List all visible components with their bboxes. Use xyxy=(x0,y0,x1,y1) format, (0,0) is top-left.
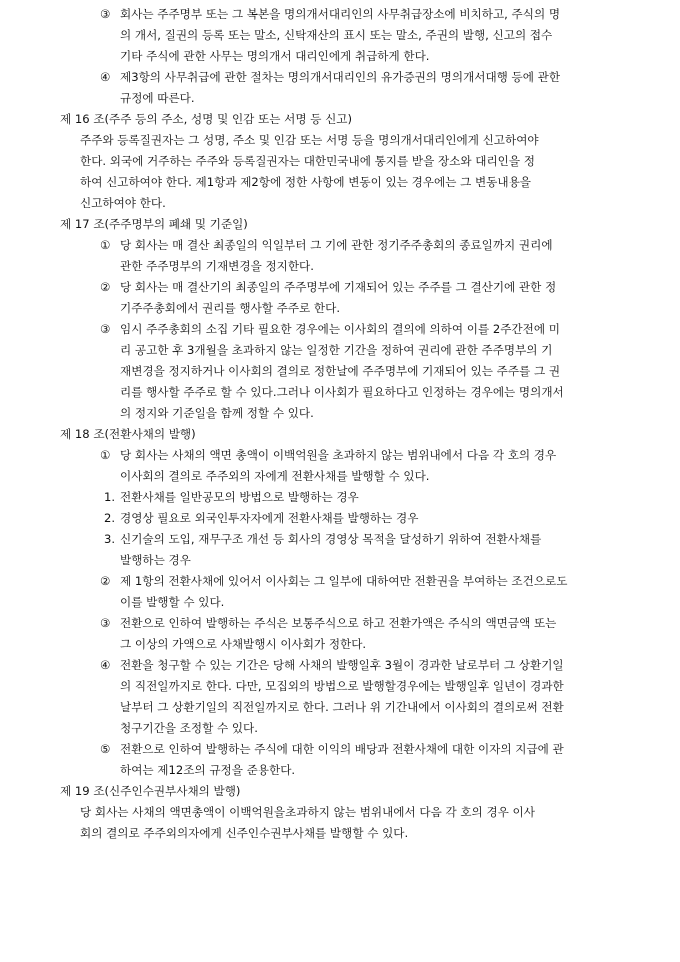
paragraph-line xyxy=(120,403,314,424)
paragraph-line xyxy=(120,676,564,697)
line-text: 제3항의 사무취급에 관한 절차는 명의개서대리인의 유가증권의 명의개서대행 등에 관한 xyxy=(120,70,561,84)
circled-number-marker: ④ xyxy=(100,70,111,84)
paragraph-line xyxy=(120,760,295,781)
paragraph-line xyxy=(120,298,340,319)
circled-number-marker: ④ xyxy=(100,658,111,672)
line-text: 회사는 주주명부 또는 그 복본을 명의개서대리인의 사무취급장소에 비치하고, 주식의 명 xyxy=(120,7,561,21)
line-text: 의 개서, 질권의 등록 또는 말소, 신탁재산의 표시 또는 말소, 주권의 발행, 신고의 접수 xyxy=(120,28,553,42)
paragraph-line xyxy=(100,67,560,88)
paragraph-line xyxy=(80,151,535,172)
circled-number-marker: ③ xyxy=(100,322,111,336)
line-text: 의 정지와 기준일을 함께 정할 수 있다. xyxy=(120,406,314,420)
paragraph-line xyxy=(100,277,556,298)
paragraph-line xyxy=(80,172,531,193)
item-number: 1. xyxy=(104,490,116,504)
line-text: 당 회사는 사채의 액면 총액이 이백억원을 초과하지 않는 범위내에서 다음 각 호의 경우 xyxy=(120,448,557,462)
paragraph-line xyxy=(120,550,191,571)
item-number: 3. xyxy=(104,532,116,546)
numbered-item xyxy=(104,487,359,508)
line-text: 회의 결의로 주주외의자에게 신주인수권부사채를 발행할 수 있다. xyxy=(80,826,409,840)
circled-number-marker: ② xyxy=(100,280,111,294)
line-text: 제 16 조(주주 등의 주소, 성명 및 인감 또는 서명 등 신고) xyxy=(60,112,353,126)
paragraph-line xyxy=(120,256,314,277)
line-text: 한다. 외국에 거주하는 주주와 등록질권자는 대한민국내에 통지를 받을 장소와 대리인을 정 xyxy=(80,154,535,168)
paragraph-line xyxy=(80,130,539,151)
article-heading xyxy=(60,214,248,235)
line-text: 하여는 제12조의 규정을 준용한다. xyxy=(120,763,296,777)
line-text: 규정에 따른다. xyxy=(120,91,195,105)
circled-number-marker: ⑤ xyxy=(100,742,111,756)
paragraph-line xyxy=(100,613,556,634)
paragraph-line xyxy=(120,88,195,109)
line-text: 제 18 조(전환사채의 발행) xyxy=(60,427,196,441)
paragraph-line xyxy=(80,823,408,844)
paragraph-line xyxy=(80,802,535,823)
numbered-item xyxy=(104,508,418,529)
line-text: 제 1항의 전환사채에 있어서 이사회는 그 일부에 대하여만 전환권을 부여하는 조건으로도 xyxy=(120,574,568,588)
paragraph-line xyxy=(80,193,166,214)
paragraph-line xyxy=(120,466,429,487)
paragraph-line xyxy=(100,4,560,25)
line-text: 의 직전일까지로 한다. 다만, 모집외의 방법으로 발행할경우에는 발행일후 일년이 경과한 xyxy=(120,679,564,693)
line-text: 신고하여야 한다. xyxy=(80,196,166,210)
line-text: 날부터 그 상환기일의 직전일까지로 한다. 그러나 위 기간내에서 이사회의 결의로써 전환 xyxy=(120,700,564,714)
line-text: 당 회사는 매 결산기의 최종일의 주주명부에 기재되어 있는 주주를 그 결산기에 관한 정 xyxy=(120,280,557,294)
line-text: 하여 신고하여야 한다. 제1항과 제2항에 정한 사항에 변동이 있는 경우에는 그 변동내용을 xyxy=(80,175,531,189)
line-text: 청구기간을 조정할 수 있다. xyxy=(120,721,258,735)
numbered-item xyxy=(104,529,541,550)
paragraph-line xyxy=(100,571,567,592)
paragraph-line xyxy=(120,697,564,718)
article-heading xyxy=(60,781,240,802)
paragraph-line xyxy=(120,25,552,46)
line-text: 제 19 조(신주인수권부사채의 발행) xyxy=(60,784,241,798)
line-text: 경영상 필요로 외국인투자자에게 전환사채를 발행하는 경우 xyxy=(120,511,419,525)
paragraph-line xyxy=(120,46,429,67)
circled-number-marker: ② xyxy=(100,574,111,588)
line-text: 전환을 청구할 수 있는 기간은 당해 사채의 발행일후 3월이 경과한 날로부터 그 상환기일 xyxy=(120,658,564,672)
paragraph-line xyxy=(100,739,564,760)
line-text: 제 17 조(주주명부의 폐쇄 및 기준일) xyxy=(60,217,248,231)
line-text: 당 회사는 매 결산 최종일의 익일부터 그 기에 관한 정기주주총회의 종료일까지 권리에 xyxy=(120,238,553,252)
paragraph-line xyxy=(100,445,556,466)
line-text: 전환사채를 일반공모의 방법으로 발행하는 경우 xyxy=(120,490,359,504)
line-text: 임시 주주총회의 소집 기타 필요한 경우에는 이사회의 결의에 의하여 이를 2주간전에 미 xyxy=(120,322,560,336)
line-text: 관한 주주명부의 기재변경을 정지한다. xyxy=(120,259,314,273)
paragraph-line xyxy=(100,235,553,256)
paragraph-line xyxy=(100,655,564,676)
article-heading xyxy=(60,109,352,130)
line-text: 신기술의 도입, 재무구조 개선 등 회사의 경영상 목적을 달성하기 위하여 전환사채를 xyxy=(120,532,542,546)
item-number: 2. xyxy=(104,511,116,525)
paragraph-line xyxy=(120,592,224,613)
paragraph-line xyxy=(120,340,552,361)
line-text: 기타 주식에 관한 사무는 명의개서 대리인에게 취급하게 한다. xyxy=(120,49,430,63)
line-text: 발행하는 경우 xyxy=(120,553,191,567)
circled-number-marker: ③ xyxy=(100,616,111,630)
paragraph-line xyxy=(120,634,366,655)
line-text: 이사회의 결의로 주주외의 자에게 전환사채를 발행할 수 있다. xyxy=(120,469,430,483)
circled-number-marker: ① xyxy=(100,448,111,462)
paragraph-line xyxy=(120,718,258,739)
line-text: 당 회사는 사채의 액면총액이 이백억원을초과하지 않는 범위내에서 다음 각 호의 경우 이사 xyxy=(80,805,535,819)
line-text: 그 이상의 가액으로 사채발행시 이사회가 정한다. xyxy=(120,637,367,651)
article-heading xyxy=(60,424,196,445)
line-text: 이를 발행할 수 있다. xyxy=(120,595,225,609)
line-text: 전환으로 인하여 발행하는 주식에 대한 이익의 배당과 전환사채에 대한 이자의 지급에 관 xyxy=(120,742,564,756)
paragraph-line xyxy=(120,382,564,403)
line-text: 주주와 등록질권자는 그 성명, 주소 및 인감 또는 서명 등을 명의개서대리인에게 신고하여야 xyxy=(80,133,539,147)
line-text: 전환으로 인하여 발행하는 주식은 보통주식으로 하고 전환가액은 주식의 액면금액 또는 xyxy=(120,616,557,630)
line-text: 리 공고한 후 3개월을 초과하지 않는 일정한 기간을 정하여 권리에 관한 주주명부의 기 xyxy=(120,343,553,357)
line-text: 기주주총회에서 권리를 행사할 주주로 한다. xyxy=(120,301,341,315)
circled-number-marker: ③ xyxy=(100,7,111,21)
line-text: 재변경을 정지하거나 이사회의 결의로 정한날에 주주명부에 기재되어 있는 주주를 그 권 xyxy=(120,364,561,378)
paragraph-line xyxy=(120,361,560,382)
circled-number-marker: ① xyxy=(100,238,111,252)
paragraph-line xyxy=(100,319,560,340)
line-text: 리를 행사할 주주로 할 수 있다.그러나 이사회가 필요하다고 인정하는 경우에는 명의개서 xyxy=(120,385,564,399)
